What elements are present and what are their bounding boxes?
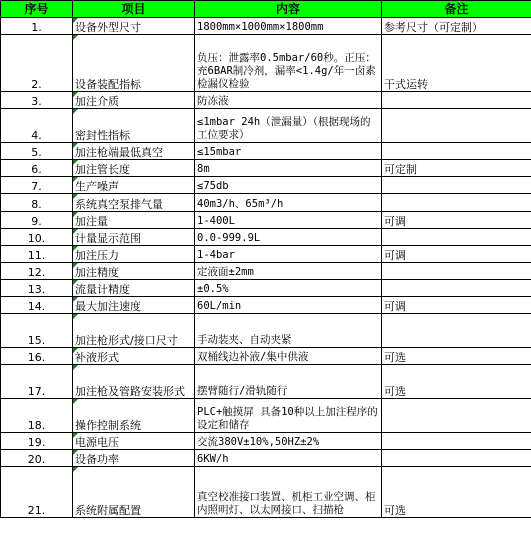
row-note: [382, 263, 531, 280]
header-content: 内容: [195, 1, 382, 18]
row-note: [382, 194, 531, 212]
row-note: [382, 229, 531, 246]
table-row: [1, 143, 531, 160]
row-no: 12.: [1, 263, 73, 280]
row-no: 17.: [1, 365, 73, 399]
table-row: [1, 177, 531, 194]
table-row: [1, 92, 531, 109]
table-row: [1, 365, 531, 399]
row-item: 系统附属配置: [73, 467, 195, 518]
row-content: ≤1mbar 24h（泄漏量）（根据现场的工位要求）: [195, 109, 382, 143]
table-row: [1, 433, 531, 450]
row-no: 1.: [1, 18, 73, 35]
table-row: [1, 450, 531, 467]
row-content: 摆臂随行/滑轨随行: [195, 365, 382, 399]
row-no: 7.: [1, 177, 73, 194]
row-no: 2.: [1, 35, 73, 92]
row-note: [382, 399, 531, 433]
row-no: 16.: [1, 348, 73, 365]
row-note: 干式运转: [382, 35, 531, 92]
row-content: 双桶线边补液/集中供液: [195, 348, 382, 365]
row-content: 负压：泄露率0.5mbar/60秒。正压：充6BAR制冷剂，漏率<1.4g/年一卤素检漏仪检验: [195, 35, 382, 92]
row-item: 加注精度: [73, 263, 195, 280]
table-row: [1, 399, 531, 433]
row-no: 21.: [1, 467, 73, 518]
row-content: 交流380V±10%,50HZ±2%: [195, 433, 382, 450]
row-content: 手动装夹、自动夹紧: [195, 314, 382, 348]
row-item: 生产噪声: [73, 177, 195, 194]
row-no: 3.: [1, 92, 73, 109]
row-note: 可选: [382, 348, 531, 365]
table-row: [1, 109, 531, 143]
table-row: [1, 348, 531, 365]
row-no: 13.: [1, 280, 73, 297]
row-note: 可调: [382, 297, 531, 314]
row-note: [382, 433, 531, 450]
row-item: 设备外型尺寸: [73, 18, 195, 35]
row-no: 18.: [1, 399, 73, 433]
row-note: [382, 92, 531, 109]
row-note: 可调: [382, 246, 531, 263]
row-content: ≤75db: [195, 177, 382, 194]
row-item: 设备装配指标: [73, 35, 195, 92]
table-row: [1, 263, 531, 280]
row-note: [382, 143, 531, 160]
row-no: 9.: [1, 212, 73, 229]
row-no: 20.: [1, 450, 73, 467]
row-content: 6KW/h: [195, 450, 382, 467]
table-row: [1, 467, 531, 518]
table-row: [1, 35, 531, 92]
row-item: 加注枪及管路安装形式: [73, 365, 195, 399]
table-row: [1, 18, 531, 35]
row-content: 防冻液: [195, 92, 382, 109]
header-item: 项目: [73, 1, 195, 18]
row-content: PLC+触摸屏 具备10种以上加注程序的设定和储存: [195, 399, 382, 433]
table-row: [1, 297, 531, 314]
row-item: 加注量: [73, 212, 195, 229]
row-content: 0.0-999.9L: [195, 229, 382, 246]
row-item: 加注压力: [73, 246, 195, 263]
row-note: [382, 177, 531, 194]
row-no: 14.: [1, 297, 73, 314]
row-item: 操作控制系统: [73, 399, 195, 433]
row-content: 40m3/h、65m³/h: [195, 194, 382, 212]
row-no: 15.: [1, 314, 73, 348]
row-item: 流量计精度: [73, 280, 195, 297]
row-no: 8.: [1, 194, 73, 212]
row-note: 参考尺寸（可定制）: [382, 18, 531, 35]
row-item: 系统真空泵排气量: [73, 194, 195, 212]
row-item: 加注枪形式/接口尺寸: [73, 314, 195, 348]
row-content: 定液面±2mm: [195, 263, 382, 280]
table-row: [1, 160, 531, 177]
row-no: 5.: [1, 143, 73, 160]
header-no: 序号: [1, 1, 73, 18]
table-row: [1, 314, 531, 348]
row-item: 计量显示范围: [73, 229, 195, 246]
table-row: [1, 212, 531, 229]
row-note: 可调: [382, 212, 531, 229]
row-note: 可定制: [382, 160, 531, 177]
row-item: 加注枪端最低真空: [73, 143, 195, 160]
row-note: 可选: [382, 365, 531, 399]
row-item: 补液形式: [73, 348, 195, 365]
row-content: 真空校准接口装置、机柜工业空调、柜内照明灯、以太网接口、扫描枪: [195, 467, 382, 518]
row-content: 1800mm×1000mm×1800mm: [195, 18, 382, 35]
row-note: [382, 314, 531, 348]
row-item: 最大加注速度: [73, 297, 195, 314]
row-item: 密封性指标: [73, 109, 195, 143]
row-content: ±0.5%: [195, 280, 382, 297]
header-note: 备注: [382, 1, 531, 18]
row-content: 60L/min: [195, 297, 382, 314]
header-row: [1, 1, 531, 18]
row-content: 8m: [195, 160, 382, 177]
row-no: 11.: [1, 246, 73, 263]
row-note: [382, 280, 531, 297]
table-row: [1, 229, 531, 246]
row-content: 1-4bar: [195, 246, 382, 263]
row-note: [382, 109, 531, 143]
table-row: [1, 194, 531, 212]
row-content: ≤15mbar: [195, 143, 382, 160]
row-no: 19.: [1, 433, 73, 450]
table-row: [1, 246, 531, 263]
row-content: 1-400L: [195, 212, 382, 229]
row-no: 4.: [1, 109, 73, 143]
row-item: 加注管长度: [73, 160, 195, 177]
row-item: 电源电压: [73, 433, 195, 450]
row-no: 6.: [1, 160, 73, 177]
row-note: [382, 450, 531, 467]
row-item: 设备功率: [73, 450, 195, 467]
row-note: 可选: [382, 467, 531, 518]
table-row: [1, 280, 531, 297]
row-item: 加注介质: [73, 92, 195, 109]
row-no: 10.: [1, 229, 73, 246]
